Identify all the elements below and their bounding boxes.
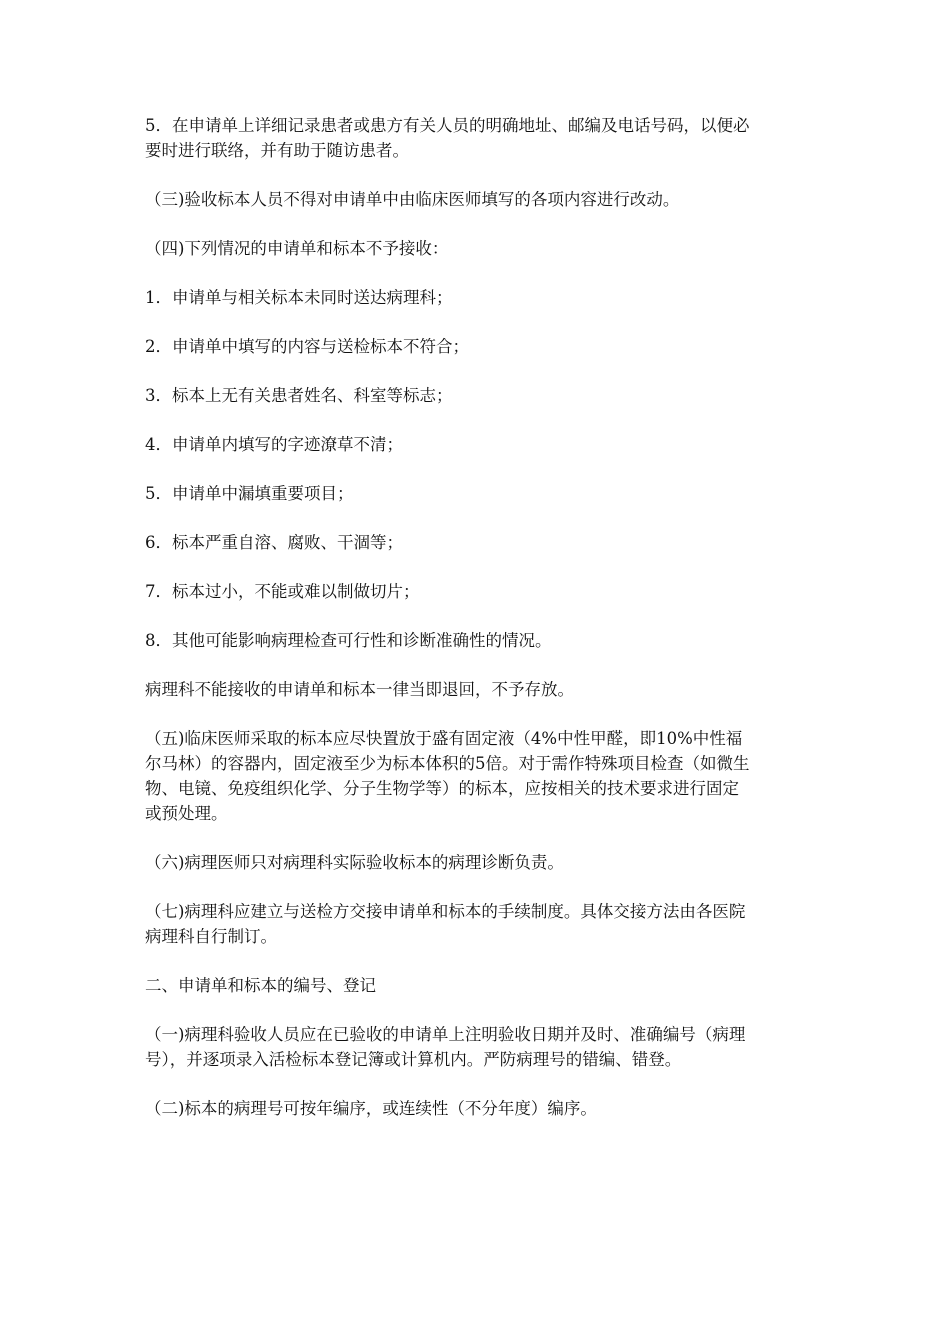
- list-item-2: 2．申请单中填写的内容与送检标本不符合；: [145, 337, 469, 356]
- paragraph-subsection-2: （二)标本的病理号可按年编序，或连续性（不分年度）编序。: [145, 1099, 597, 1118]
- list-item-8: 8．其他可能影响病理检查可行性和诊断准确性的情况。: [145, 631, 552, 650]
- list-item-6: 6．标本严重自溶、腐败、干涸等；: [145, 533, 403, 552]
- paragraph-rejection-note: 病理科不能接收的申请单和标本一律当即退回，不予存放。: [145, 680, 574, 699]
- list-item-3: 3．标本上无有关患者姓名、科室等标志；: [145, 386, 453, 405]
- list-item-1: 1．申请单与相关标本未同时送达病理科；: [145, 288, 453, 307]
- paragraph-section-3: （三)验收标本人员不得对申请单中由临床医师填写的各项内容进行改动。: [145, 190, 680, 209]
- paragraph-item-5-address: 5．在申请单上详细记录患者或患方有关人员的明确地址、邮编及电话号码，以便必要时进行联络，并有助于随访患者。: [145, 116, 750, 160]
- section-heading-2: 二、申请单和标本的编号、登记: [145, 976, 376, 995]
- list-item-7: 7．标本过小，不能或难以制做切片；: [145, 582, 420, 601]
- document-body: [145, 113, 755, 1145]
- paragraph-section-7: （七)病理科应建立与送检方交接申请单和标本的手续制度。具体交接方法由各医院病理科自行制订。: [145, 902, 746, 946]
- paragraph-section-5: （五)临床医师采取的标本应尽快置放于盛有固定液（4%中性甲醛，即10%中性福尔马林）的容器内，固定液至少为标本体积的5倍。对于需作特殊项目检查（如微生物、电镜、免疫组织化学、分子生物学等）的标本，应按相关的技术要求进行固定或预处理。: [145, 729, 750, 823]
- paragraph-section-4: （四)下列情况的申请单和标本不予接收：: [145, 239, 449, 258]
- list-item-4: 4．申请单内填写的字迹潦草不清；: [145, 435, 403, 454]
- list-item-5: 5．申请单中漏填重要项目；: [145, 484, 354, 503]
- paragraph-subsection-1: （一)病理科验收人员应在已验收的申请单上注明验收日期并及时、准确编号（病理号），并逐项录入活检标本登记簿或计算机内。严防病理号的错编、错登。: [145, 1025, 746, 1069]
- paragraph-section-6: （六)病理医师只对病理科实际验收标本的病理诊断负责。: [145, 853, 564, 872]
